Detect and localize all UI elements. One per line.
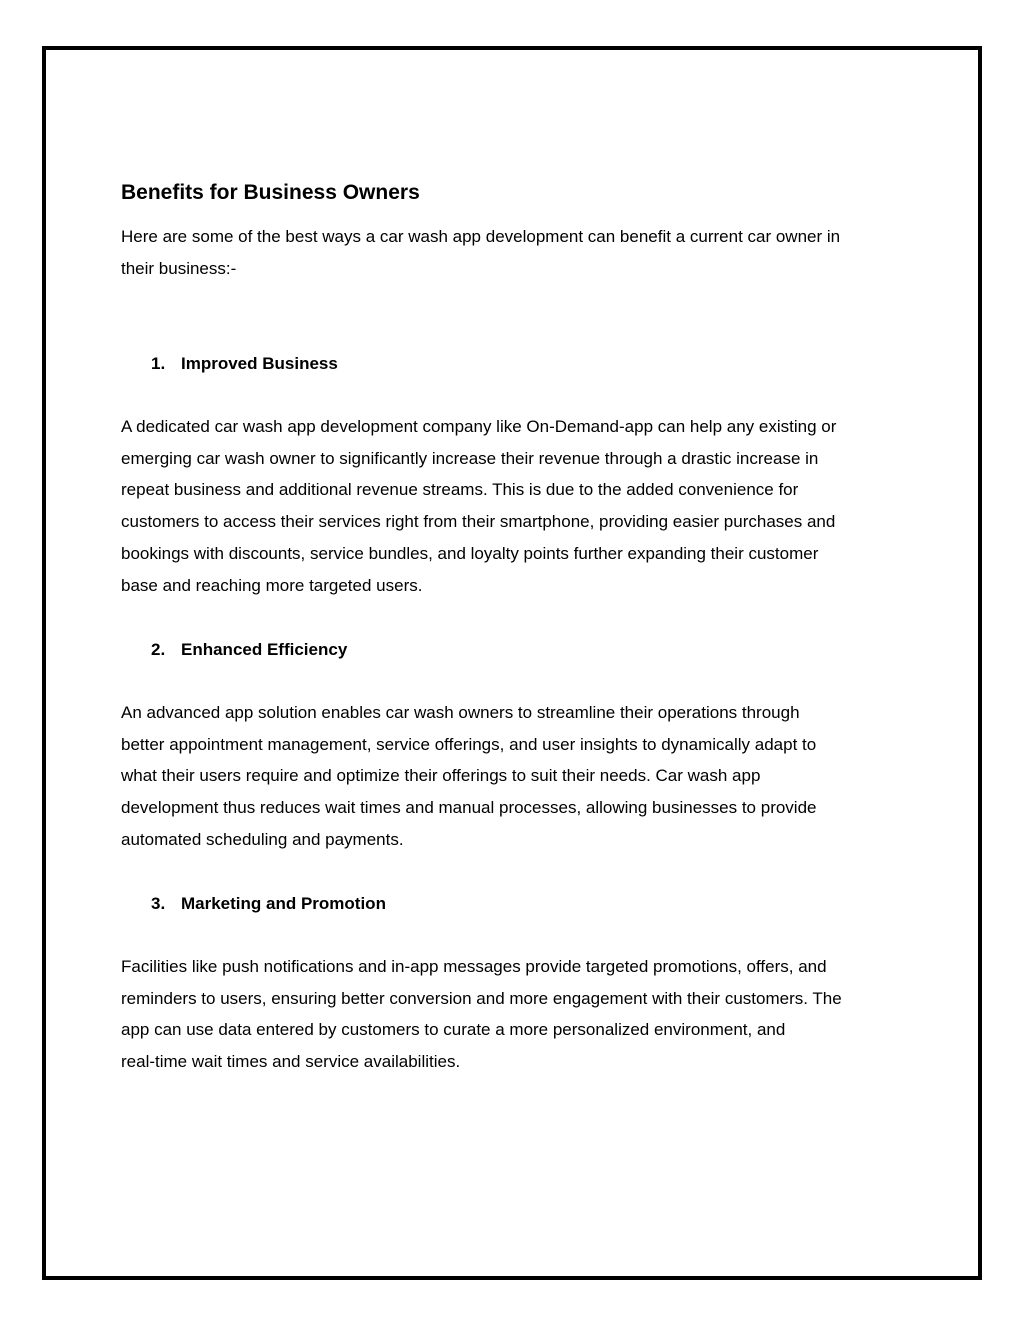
list-number: 3. — [151, 894, 166, 913]
paragraph-line: real-time wait times and service availabilities. — [121, 1052, 461, 1072]
section-title: Improved Business — [181, 354, 338, 373]
intro-line: their business:- — [121, 258, 237, 278]
paragraph-line: base and reaching more targeted users. — [121, 575, 423, 595]
section-paragraph-improved-business — [121, 411, 921, 601]
section-paragraph-enhanced-efficiency — [121, 697, 921, 856]
section-heading-marketing-promotion — [151, 892, 386, 916]
paragraph-line: development thus reduces wait times and manual processes, allowing businesses to provide — [121, 798, 817, 818]
section-heading-improved-business — [151, 352, 338, 376]
section-heading-enhanced-efficiency — [151, 638, 347, 662]
list-number: 2. — [151, 640, 166, 659]
paragraph-line: what their users require and optimize their offerings to suit their needs. Car wash app — [121, 766, 761, 786]
page-title: Benefits for Business Owners — [121, 181, 420, 204]
paragraph-line: emerging car wash owner to significantly increase their revenue through a drastic increase in — [121, 448, 819, 468]
paragraph-line: better appointment management, service offerings, and user insights to dynamically adapt to — [121, 734, 817, 754]
paragraph-line: An advanced app solution enables car wash owners to streamline their operations through — [121, 703, 800, 722]
paragraph-line: app can use data entered by customers to curate a more personalized environment, and — [121, 1020, 786, 1040]
paragraph-line: repeat business and additional revenue streams. This is due to the added convenience for — [121, 480, 799, 500]
paragraph-line: automated scheduling and payments. — [121, 829, 404, 849]
section-title: Marketing and Promotion — [181, 894, 386, 913]
list-number: 1. — [151, 354, 166, 373]
section-paragraph-marketing-promotion — [121, 951, 921, 1078]
paragraph-line: reminders to users, ensuring better conversion and more engagement with their customers. The — [121, 988, 842, 1008]
paragraph-line: customers to access their services right from their smartphone, providing easier purchases and — [121, 512, 836, 532]
intro-paragraph — [121, 221, 921, 284]
paragraph-line: A dedicated car wash app development company like On-Demand-app can help any existing or — [121, 417, 837, 436]
section-title: Enhanced Efficiency — [181, 640, 348, 659]
intro-line: Here are some of the best ways a car wash app development can benefit a current car owner in — [121, 227, 841, 246]
paragraph-line: Facilities like push notifications and in-app messages provide targeted promotions, offers, and — [121, 957, 827, 976]
paragraph-line: bookings with discounts, service bundles, and loyalty points further expanding their customer — [121, 543, 819, 563]
